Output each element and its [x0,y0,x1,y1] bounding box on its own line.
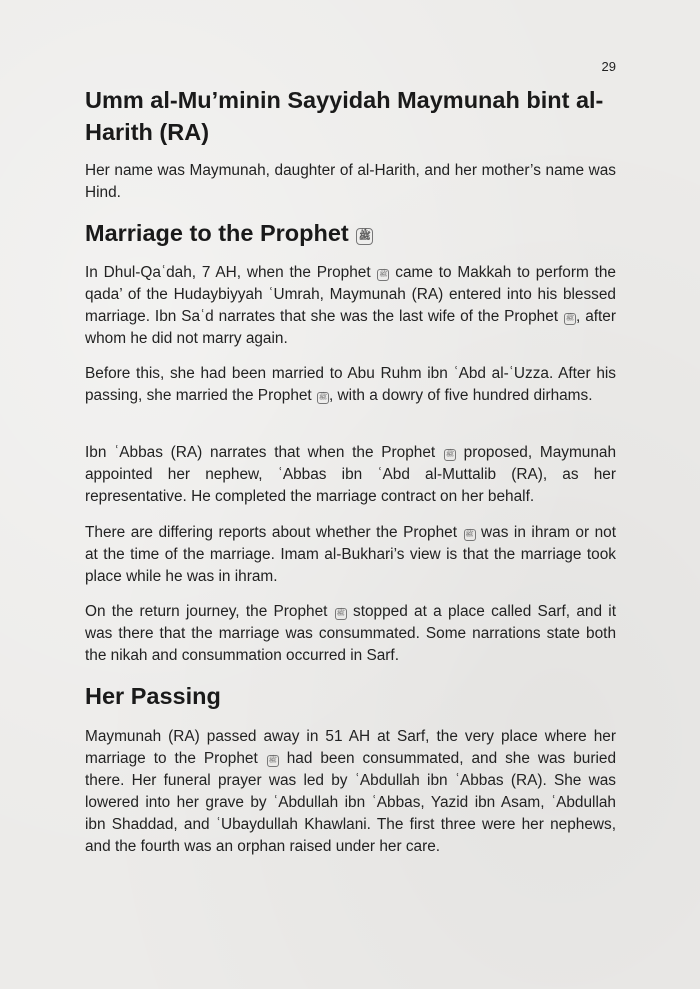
salawat-honorific-icon: ﷺ [317,392,329,404]
salawat-honorific-icon: ﷺ [335,608,347,620]
salawat-honorific-icon: ﷺ [564,313,576,325]
section-heading-marriage-text: Marriage to the Prophet [85,220,349,246]
salawat-honorific-icon: ﷺ [444,449,456,461]
salawat-honorific-icon: ﷺ [356,228,373,245]
section-heading-marriage [85,218,373,248]
salawat-honorific-icon: ﷺ [377,269,389,281]
marriage-paragraph-3: Ibn ʿAbbas (RA) narrates that when the Prophet ﷺ proposed, Maymunah appointed her nephew, ʿAbbas ibn ʿAbd al-Muttalib (RA), as her representative. He completed the marriage contract on her behalf. [85,444,617,505]
page-title: Umm al-Mu’minin Sayyidah Maymunah bint al-Harith (RA) [85,87,604,145]
book-page [85,0,616,989]
page-number: 29 [601,59,616,74]
marriage-paragraph-1: In Dhul-Qaʿdah, 7 AH, when the Prophet ﷺ came to Makkah to perform the qada’ of the Hudaybiyyah ʿUmrah, Maymunah (RA) entered into his blessed marriage. Ibn Saʿd narrates that she was the last wife of the Prophet ﷺ , after whom he did not marry again. [85,264,616,347]
marriage-paragraph-2: Before this, she had been married to Abu Ruhm ibn ʿAbd al-ʿUzza. After his passing, she married the Prophet ﷺ , with a dowry of five hundred dirhams. [85,365,616,404]
marriage-paragraph-5: On the return journey, the Prophet ﷺ stopped at a place called Sarf, and it was there that the marriage was consummated. Some narrations state both the nikah and consummation occurred in Sarf. [85,603,616,664]
salawat-honorific-icon: ﷺ [464,529,476,541]
marriage-paragraph-4: There are differing reports about whether the Prophet ﷺ was in ihram or not at the time of the marriage. Imam al-Bukhari’s view is that the marriage took place while he was in ihram. [85,524,616,585]
salawat-honorific-icon: ﷺ [267,755,279,767]
intro-paragraph: Her name was Maymunah, daughter of al-Harith, and her mother’s name was Hind. [85,162,616,201]
section-heading-passing: Her Passing [85,683,221,709]
passing-paragraph-1: Maymunah (RA) passed away in 51 AH at Sarf, the very place where her marriage to the Prophet ﷺ had been consummated, and she was buried there. Her funeral prayer was led by ʿAbdullah ibn ʿAbbas (RA). She was lowered into her grave by ʿAbdullah ibn ʿAbbas, Yazid ibn Asam, ʿAbdullah ibn Shaddad, and ʿUbaydullah Khawlani. The first three were her nephews, and the fourth was an orphan raised under her care. [85,728,617,855]
